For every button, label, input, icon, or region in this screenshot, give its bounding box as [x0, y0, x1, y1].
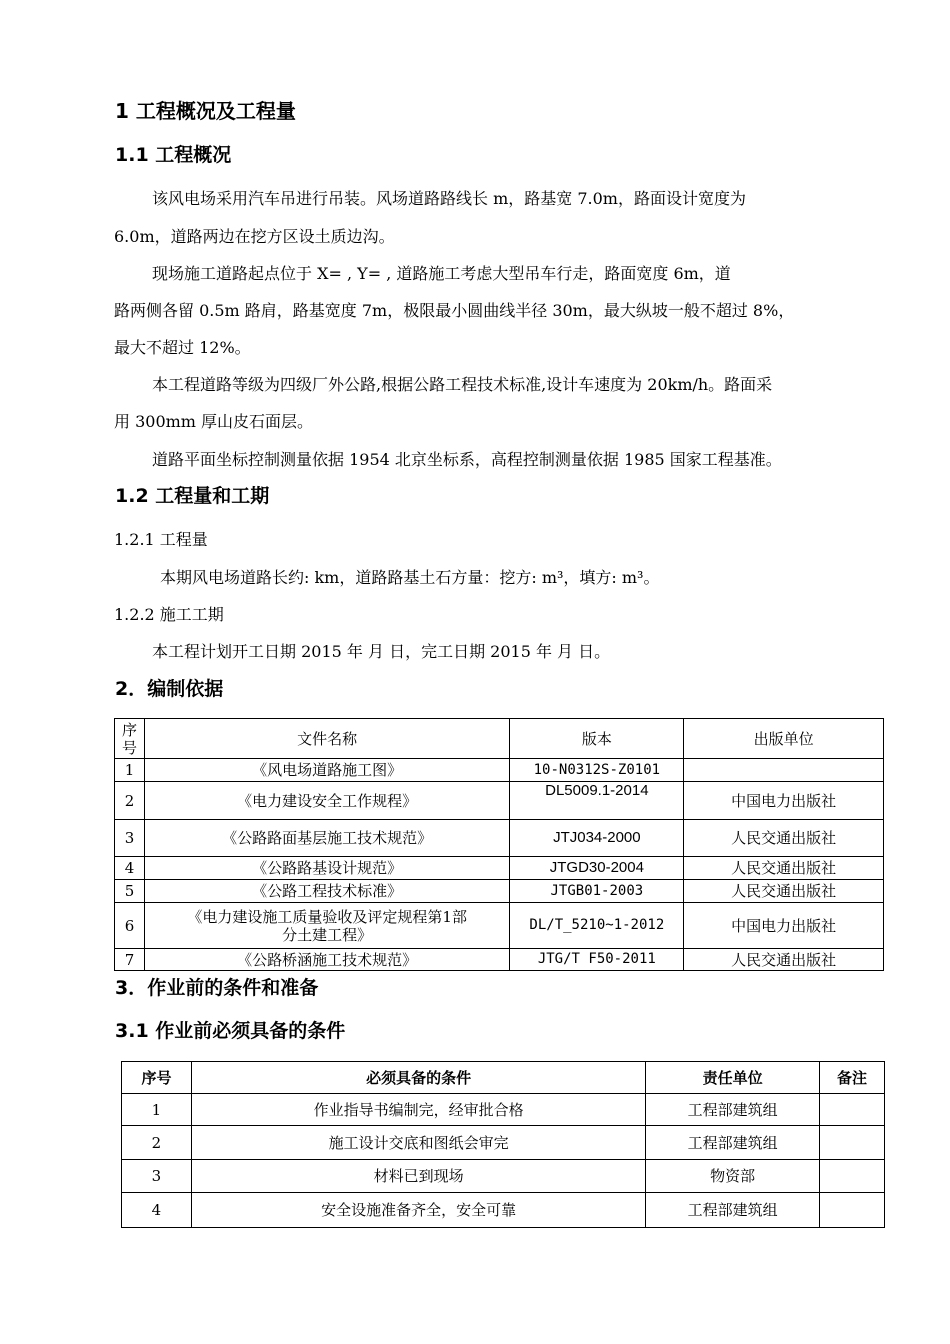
overview-line-7: 用 300mm 厚山皮石面层。	[114, 412, 314, 431]
cell-responsible: 工程部建筑组	[646, 1126, 820, 1160]
cell-publisher: 人民交通出版社	[684, 857, 884, 880]
cell-doc: 《公路路基设计规范》	[144, 857, 509, 880]
cell-remark	[820, 1094, 885, 1126]
section-heading-1-2: 1.2 工程量和工期	[115, 485, 270, 507]
table-row	[122, 1126, 885, 1160]
subsection-heading-1-2-1: 1.2.1 工程量	[114, 530, 208, 549]
table-row	[115, 857, 884, 880]
conditions-table	[121, 1061, 885, 1228]
cell-doc: 《公路工程技术标准》	[144, 880, 509, 903]
subsection-heading-1-2-2: 1.2.2 施工工期	[114, 605, 224, 624]
table-row	[115, 759, 884, 782]
col-header-remark: 备注	[820, 1062, 885, 1094]
table-row	[115, 880, 884, 903]
cell-no: 5	[115, 880, 145, 903]
table-header-row	[122, 1062, 885, 1094]
cell-publisher: 人民交通出版社	[684, 820, 884, 857]
cell-no: 1	[122, 1094, 192, 1126]
cell-responsible: 物资部	[646, 1160, 820, 1193]
col-header-version: 版本	[510, 719, 684, 759]
cell-no: 2	[115, 782, 145, 820]
cell-no: 4	[122, 1193, 192, 1228]
cell-version: JTGB01-2003	[510, 880, 684, 903]
col-header-responsible: 责任单位	[646, 1062, 820, 1094]
overview-line-6: 本工程道路等级为四级厂外公路,根据公路工程技术标准,设计车速度为 20km/h。路面采	[152, 375, 773, 394]
cell-remark	[820, 1126, 885, 1160]
section-heading-3: 3．作业前的条件和准备	[115, 977, 319, 999]
cell-publisher	[684, 759, 884, 782]
cell-no: 7	[115, 949, 145, 971]
table-row	[115, 782, 884, 820]
table-row	[122, 1094, 885, 1126]
cell-doc: 《风电场道路施工图》	[144, 759, 509, 782]
col-header-no: 序号	[122, 1062, 192, 1094]
cell-version: 10-N0312S-Z0101	[510, 759, 684, 782]
cell-no: 1	[115, 759, 145, 782]
overview-line-3: 现场施工道路起点位于 X= , Y= , 道路施工考虑大型吊车行走，路面宽度 6m，道	[152, 264, 731, 283]
cell-no: 2	[122, 1126, 192, 1160]
overview-line-5: 最大不超过 12%。	[114, 338, 251, 357]
table-header-row	[115, 719, 884, 759]
cell-publisher: 人民交通出版社	[684, 880, 884, 903]
basis-table	[114, 718, 884, 971]
cell-responsible: 工程部建筑组	[646, 1094, 820, 1126]
col-header-no: 序号	[115, 719, 145, 759]
cell-doc: 《公路路面基层施工技术规范》	[144, 820, 509, 857]
cell-remark	[820, 1160, 885, 1193]
cell-doc: 《公路桥涵施工技术规范》	[144, 949, 509, 971]
cell-version: JTG/T F50-2011	[510, 949, 684, 971]
table-row	[115, 949, 884, 971]
table-row	[122, 1160, 885, 1193]
cell-doc: 《电力建设施工质量验收及评定规程第1部 分土建工程》	[144, 903, 509, 949]
col-header-doc: 文件名称	[144, 719, 509, 759]
overview-line-2: 6.0m，道路两边在挖方区设土质边沟。	[114, 227, 395, 246]
cell-publisher: 人民交通出版社	[684, 949, 884, 971]
table-row	[115, 820, 884, 857]
cell-version: DL5009.1-2014	[510, 782, 684, 820]
overview-line-8: 道路平面坐标控制测量依据 1954 北京坐标系，高程控制测量依据 1985 国家工程基准。	[152, 450, 782, 469]
cell-version: DL/T_5210~1-2012	[510, 903, 684, 949]
cell-doc: 《电力建设安全工作规程》	[144, 782, 509, 820]
col-header-condition: 必须具备的条件	[191, 1062, 645, 1094]
section-heading-2: 2．编制依据	[115, 678, 224, 700]
cell-publisher: 中国电力出版社	[684, 903, 884, 949]
cell-version: JTJ034-2000	[510, 820, 684, 857]
overview-line-4: 路两侧各留 0.5m 路肩，路基宽度 7m，极限最小圆曲线半径 30m，最大纵坡一般不超过 8%，	[114, 301, 795, 320]
cell-condition: 安全设施准备齐全，安全可靠	[191, 1193, 645, 1228]
table-row	[122, 1193, 885, 1228]
cell-no: 3	[115, 820, 145, 857]
cell-remark	[820, 1193, 885, 1228]
section-heading-3-1: 3.1 作业前必须具备的条件	[115, 1020, 346, 1042]
cell-publisher: 中国电力出版社	[684, 782, 884, 820]
cell-condition: 材料已到现场	[191, 1160, 645, 1193]
cell-responsible: 工程部建筑组	[646, 1193, 820, 1228]
quantity-text: 本期风电场道路长约: km，道路路基土石方量：挖方: m³，填方: m³。	[160, 568, 660, 587]
cell-no: 3	[122, 1160, 192, 1193]
col-header-publisher: 出版单位	[684, 719, 884, 759]
table-row	[115, 903, 884, 949]
cell-version: JTGD30-2004	[510, 857, 684, 880]
cell-condition: 作业指导书编制完，经审批合格	[191, 1094, 645, 1126]
cell-condition: 施工设计交底和图纸会审完	[191, 1126, 645, 1160]
overview-line-1: 该风电场采用汽车吊进行吊装。风场道路路线长 m，路基宽 7.0m，路面设计宽度为	[152, 189, 746, 208]
section-heading-1-1: 1.1 工程概况	[115, 144, 232, 166]
schedule-text: 本工程计划开工日期 2015 年 月 日，完工日期 2015 年 月 日。	[152, 642, 611, 661]
section-heading-1: 1 工程概况及工程量	[115, 99, 296, 123]
cell-no: 4	[115, 857, 145, 880]
cell-no: 6	[115, 903, 145, 949]
